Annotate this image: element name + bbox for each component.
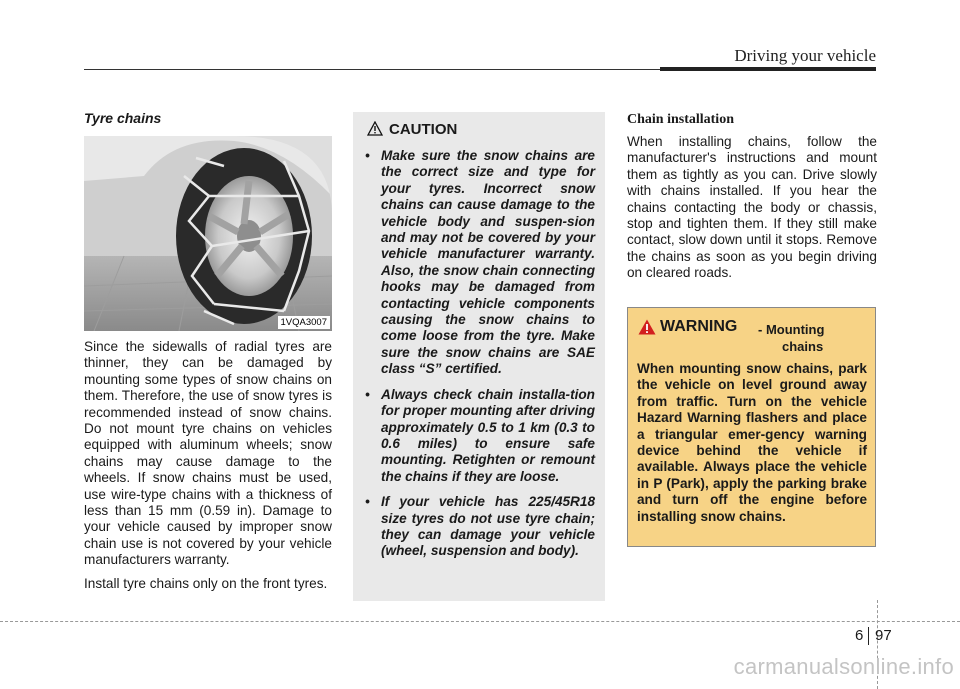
caution-item-text: If your vehicle has 225/45R18 size tyres do not use tyre chain; they can damage your vehicle (wheel, suspension and body). <box>381 494 595 559</box>
warning-title: WARNING <box>660 318 738 335</box>
bullet: • <box>365 148 370 163</box>
chain-installation-text: When installing chains, follow the manufacturer's instructions and mount them as tightly as you can. Drive slowly with chains installed. If you hear the chains contacting the body or chassis, stop and tighten them. If they still make contact, slow down until it stops. Remove the chains as soon as you begin driving on cleared roads. <box>627 134 877 281</box>
warning-subtitle-line1: - Mounting <box>758 322 825 337</box>
tyre-with-chain-illustration <box>84 136 332 331</box>
warning-subtitle <box>758 321 868 355</box>
watermark: carmanualsonline.info <box>733 654 954 679</box>
caution-heading <box>367 121 457 138</box>
caution-list <box>365 148 595 569</box>
caution-item <box>365 494 595 560</box>
warning-subtitle-line2: chains <box>782 339 824 354</box>
caution-item <box>365 387 595 485</box>
chain-installation-title: Chain installation <box>627 112 734 127</box>
header-accent-bar <box>660 67 876 71</box>
warning-triangle-icon <box>638 319 656 335</box>
bullet: • <box>365 494 370 510</box>
tyre-chain-photo <box>84 136 332 331</box>
right-column <box>627 112 877 282</box>
section-number: 6 <box>855 627 864 644</box>
section-title: Tyre chains <box>84 110 162 126</box>
page-number: 97 <box>875 627 892 644</box>
caution-item-text: Always check chain installa-tion for proper mounting after driving approximately 0.5 to 1 km (0.3 to 0.6 miles) to ensure safe mounting. Retighten or remount the chains if they are loose. <box>381 386 595 484</box>
page-number-separator <box>868 627 869 645</box>
caution-item <box>365 148 595 378</box>
paragraph-sidewalls: Since the sidewalls of radial tyres are thinner, they can be damaged by mounting some types of snow chains on them. Therefore, the use of snow tyres is recommended instead of snow chains. Do not mount tyre chains on vehicles equipped with aluminum wheels; snow chains may cause damage to the wheels. If snow chains must be used, use wire-type chains with a thickness of less than 15 mm (0.59 in). Damage to your vehicle caused by improper snow chain use is not covered by your vehicle manufacturers warranty. <box>84 339 332 568</box>
running-header-title: Driving your vehicle <box>734 46 876 65</box>
paragraph-front-tyres: Install tyre chains only on the front tyres. <box>84 575 328 591</box>
caution-triangle-icon <box>367 121 383 136</box>
warning-text: When mounting snow chains, park the vehicle on level ground away from traffic. Turn on the vehicle Hazard Warning flashers and place a triangular emer-gency warning device behind the vehicle if available. Always place the vehicle in P (Park), apply the parking brake and turn off the engine before installing snow chains. <box>637 361 867 524</box>
caution-box <box>353 112 605 601</box>
footer-rule <box>0 621 960 622</box>
caution-title: CAUTION <box>389 121 458 138</box>
image-code-label: 1VQA3007 <box>278 316 330 329</box>
caution-item-text: Make sure the snow chains are the correct size and type for your tyres. Incorrect snow chains can cause damage to the vehicle body and suspen-sion and may not be covered by your vehicle manufacturer warranty. Also, the snow chain connecting hooks may be damaged from contacting vehicle components causing the snow chains to come loose from the tyre. Make sure the snow chains are SAE class “S” certified. <box>381 148 595 377</box>
bullet: • <box>365 386 370 402</box>
warning-box <box>627 307 876 547</box>
left-column <box>84 110 332 592</box>
